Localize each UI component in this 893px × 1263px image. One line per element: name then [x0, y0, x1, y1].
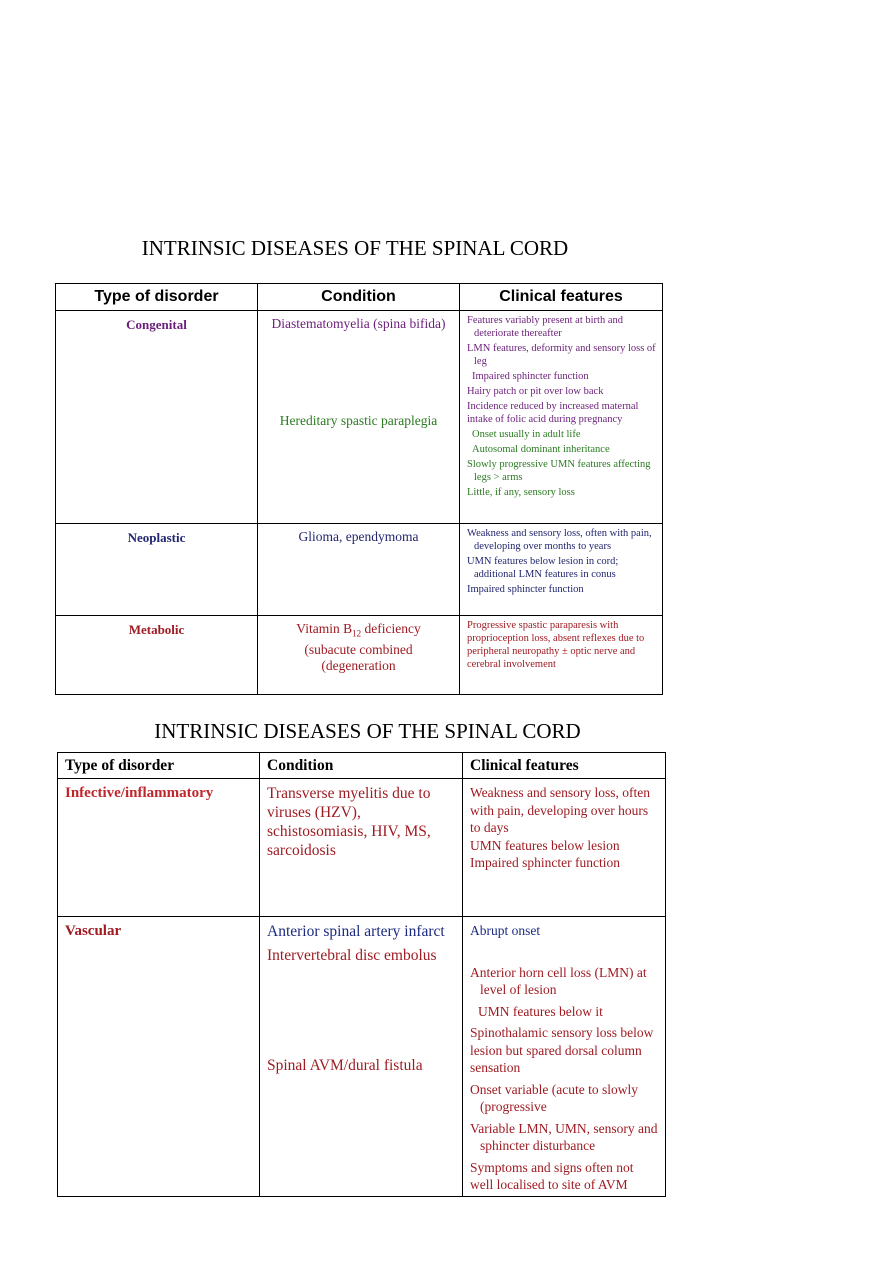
feature-item: Impaired sphincter function — [472, 371, 589, 382]
table-row — [58, 917, 666, 1197]
feature-item: Slowly progressive UMN features affecting legs > arms — [467, 459, 651, 483]
feature-item: Impaired sphincter function — [467, 584, 584, 595]
features-cell — [460, 524, 663, 616]
condition-glioma: Glioma, ependymoma — [258, 524, 460, 616]
feature-item: Anterior horn cell loss (LMN) at level of lesion — [470, 964, 647, 997]
features-cell — [463, 917, 666, 1197]
header-features: Clinical features — [460, 284, 663, 311]
header-type: Type of disorder — [56, 284, 258, 311]
feature-item: Hairy patch or pit over low back — [467, 386, 604, 397]
condition-disc-embolus: Intervertebral disc embolus — [267, 947, 437, 964]
condition-transverse-myelitis: Transverse myelitis due to viruses (HZV), schistosomiasis, HIV, MS, sarcoidosis — [260, 779, 463, 917]
header-condition: Condition — [260, 753, 463, 779]
feature-item: Onset variable (acute to slowly (progressive — [470, 1081, 638, 1114]
condition-vitamin-b12 — [258, 616, 460, 695]
table-row — [56, 616, 663, 695]
feature-item: UMN features below lesion — [470, 837, 620, 853]
feature-item: Features variably present at birth and deteriorate thereafter — [467, 315, 623, 339]
features-cell — [463, 779, 666, 917]
condition-line: (subacute combined — [304, 641, 413, 657]
feature-item: Impaired sphincter function — [470, 855, 620, 870]
features-cell — [460, 311, 663, 524]
feature-item: UMN features below it — [478, 1003, 603, 1019]
table-header-row — [56, 284, 663, 311]
spinal-cord-table-2 — [57, 752, 666, 1197]
feature-item: UMN features below lesion in cord; additional LMN features in conus — [467, 556, 619, 580]
feature-item: Symptoms and signs often not well localised to site of AVM — [470, 1159, 634, 1192]
condition-hereditary-spastic: Hereditary spastic paraplegia — [279, 413, 438, 428]
condition-line: (degeneration — [321, 657, 396, 673]
feature-item: Spinothalamic sensory loss below lesion but spared dorsal column sensation — [470, 1025, 654, 1075]
feature-item: Weakness and sensory loss, often with pain, developing over hours to days — [470, 785, 651, 835]
header-type: Type of disorder — [58, 753, 260, 779]
feature-item: Incidence reduced by increased maternal intake of folic acid during pregnancy — [467, 401, 639, 425]
feature-item: Weakness and sensory loss, often with pain, developing over months to years — [467, 528, 652, 552]
condition-spinal-avm: Spinal AVM/dural fistula — [267, 1057, 423, 1074]
feature-item: Abrupt onset — [470, 923, 541, 938]
table-row — [56, 524, 663, 616]
condition-line: Vitamin $B_{12}$ deficiency — [296, 621, 421, 639]
feature-item: Onset usually in adult life — [472, 429, 581, 440]
feature-item: Autosomal dominant inheritance — [472, 444, 610, 455]
section2-title: INTRINSIC DISEASES OF THE SPINAL CORD — [154, 719, 581, 743]
condition-diastematomyelia: Diastematomyelia (spina bifida) — [271, 316, 446, 331]
type-infective: Infective/inflammatory — [58, 779, 260, 917]
header-features: Clinical features — [463, 753, 666, 779]
condition-cell — [260, 917, 463, 1197]
feature-item: LMN features, deformity and sensory loss of leg — [467, 343, 656, 367]
header-condition: Condition — [258, 284, 460, 311]
condition-cell — [258, 311, 460, 524]
type-metabolic: Metabolic — [56, 616, 258, 695]
feature-item: Variable LMN, UMN, sensory and sphincter disturbance — [470, 1120, 658, 1153]
type-congenital: Congenital — [56, 311, 258, 524]
table-header-row — [58, 753, 666, 779]
table-row — [58, 779, 666, 917]
spinal-cord-table-1 — [55, 283, 663, 695]
table-row — [56, 311, 663, 524]
feature-item: Little, if any, sensory loss — [467, 487, 575, 498]
condition-anterior-spinal: Anterior spinal artery infarct — [267, 923, 445, 940]
section1-title: INTRINSIC DISEASES OF THE SPINAL CORD — [141, 236, 569, 260]
type-neoplastic: Neoplastic — [56, 524, 258, 616]
features-metabolic: Progressive spastic paraparesis with proprioception loss, absent reflexes due to peripheral neuropathy ± optic nerve and cerebral involvement — [460, 616, 663, 695]
type-vascular: Vascular — [58, 917, 260, 1197]
